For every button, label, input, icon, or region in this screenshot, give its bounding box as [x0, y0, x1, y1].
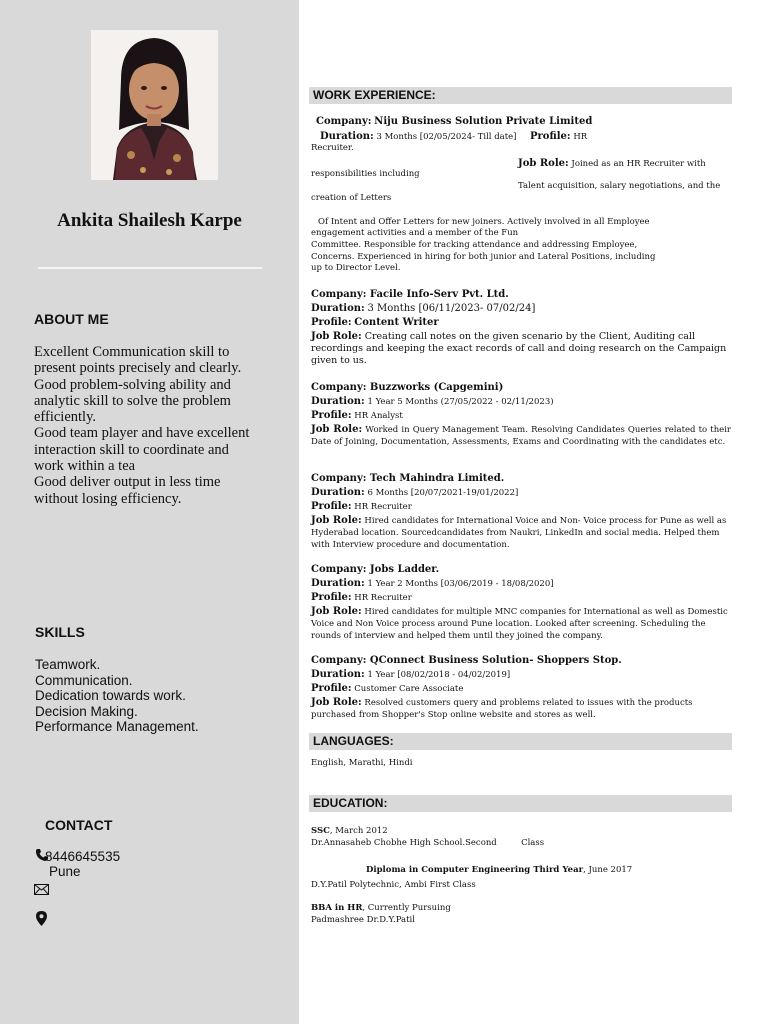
- company-name: Company: Facile Info-Serv Pvt. Ltd.: [311, 289, 509, 300]
- education-ssc: [311, 826, 544, 849]
- profile-label: Profile:: [311, 410, 352, 421]
- about-line: Good deliver output in less time: [34, 474, 221, 491]
- duration-value: 1 Year 5 Months (27/05/2022 - 02/11/2023): [367, 396, 554, 407]
- about-line: present points precisely and clearly.: [34, 360, 242, 377]
- about-heading: ABOUT ME: [34, 311, 109, 327]
- job-role-line: Talent acquisition, salary negotiations, and the: [518, 181, 721, 191]
- education-heading: EDUCATION:: [309, 795, 732, 812]
- duration-value: 1 Year 2 Months [03/06/2019 - 18/08/2020]: [367, 578, 554, 589]
- profile-label: Profile:: [311, 501, 352, 512]
- phone-number[interactable]: 8446645535: [45, 849, 121, 864]
- job-role-label: Job Role:: [518, 158, 569, 169]
- company-name: Company: QConnect Business Solution- Shoppers Stop.: [311, 655, 622, 666]
- job-role-text: Hired candidates for multiple MNC companies for International as well as Domestic Voice and Non Voice process around Pune location. Looked after screening. Scheduling the rounds of interview and helped them until they joined the company.: [311, 606, 728, 641]
- envelope-icon[interactable]: [34, 884, 49, 895]
- profile-value: HR: [573, 132, 588, 142]
- job-role-line: Committee. Responsible for tracking attendance and addressing Employee,: [311, 240, 638, 250]
- bba-school: Padmashree Dr.D.Y.Patil: [311, 914, 415, 925]
- skill-item: Communication.: [35, 672, 133, 688]
- company-name: Niju Business Solution Private Limited: [374, 116, 593, 127]
- location-pin-icon: [36, 911, 47, 926]
- about-line: without losing efficiency.: [34, 490, 182, 507]
- duration-value: 1 Year [08/02/2018 - 04/02/2019]: [367, 669, 511, 680]
- job-role-line: creation of Letters: [311, 193, 392, 203]
- candidate-name: Ankita Shailesh Karpe: [57, 210, 242, 231]
- ssc-school: Dr.Annasaheb Chobhe High School.Second: [311, 837, 497, 848]
- profile-label: Profile:: [311, 683, 352, 694]
- diploma-date: , June 2017: [583, 865, 633, 875]
- bba-title: BBA in HR: [311, 903, 363, 913]
- duration-value: 3 Months [02/05/2024- Till date]: [376, 132, 517, 142]
- job-role-label: Job Role:: [311, 605, 362, 617]
- about-line: work within a tea: [34, 458, 136, 475]
- about-line: Good team player and have excellent: [34, 425, 250, 442]
- company-name: Company: Jobs Ladder.: [311, 564, 440, 575]
- profile-label: Profile:: [311, 317, 352, 328]
- job-role-line: responsibilities including: [311, 169, 420, 179]
- company-name: Company: Tech Mahindra Limited.: [311, 473, 505, 484]
- duration-label: Duration:: [311, 577, 365, 589]
- contact-heading: CONTACT: [45, 817, 113, 833]
- company-name: Company: Buzzworks (Capgemini): [311, 382, 504, 393]
- skill-item: Teamwork.: [35, 657, 101, 672]
- duration-value: 3 Months [06/11/2023- 07/02/24]: [367, 302, 536, 314]
- languages-heading: LANGUAGES:: [309, 733, 732, 750]
- job-role-label: Job Role:: [311, 514, 362, 526]
- company-label: Company:: [316, 116, 372, 127]
- diploma-title: Diploma in Computer Engineering Third Year: [366, 865, 584, 875]
- profile-value: HR Recruiter: [354, 502, 412, 512]
- job-role-label: Job Role:: [311, 423, 363, 435]
- job-role-text: Resolved customers query and problems related to issues with the products purchased from Shopper's Stop online website and stores as well.: [311, 697, 693, 720]
- about-text: [34, 344, 274, 507]
- profile-value: HR Recruiter: [354, 593, 412, 603]
- skills-list: [35, 657, 199, 735]
- skill-item: Dedication towards work.: [35, 688, 186, 703]
- divider: [38, 267, 262, 269]
- work-experience-heading: WORK EXPERIENCE:: [309, 87, 732, 104]
- about-line: Good problem-solving ability and: [34, 376, 231, 393]
- education-bba: [311, 903, 451, 926]
- duration-label: Duration:: [311, 486, 365, 498]
- about-line: efficiently.: [34, 409, 97, 426]
- profile-photo: [91, 30, 218, 180]
- about-line: interaction skill to coordinate and: [34, 441, 229, 458]
- job-role-text: Hired candidates for International Voice and Non- Voice process for Pune as well as Hyderabad location. Sourcedcandidates from Naukri, LinkedIn and social media. Helped them with Interview procedure and documentation.: [311, 515, 727, 550]
- duration-label: Duration:: [320, 131, 374, 142]
- job-role-text: Worked in Query Management Team. Resolving Candidates Queries related to their Date of Joining, Documentation, Assessments, Exams and Coordinating with the candidates etc.: [311, 424, 731, 447]
- profile-value: Content Writer: [354, 317, 439, 328]
- job-role-text: Creating call notes on the given scenario by the Client, Auditing call recordings and keeping the exact records of call and doing research on the Campaign given to us.: [311, 330, 727, 366]
- about-line: Excellent Communication skill to: [34, 344, 230, 360]
- duration-label: Duration:: [311, 668, 365, 680]
- profile-value: HR Analyst: [354, 411, 403, 421]
- ssc-class: Class: [521, 837, 545, 848]
- contact-block: [34, 848, 121, 880]
- bba-date: , Currently Pursuing: [362, 903, 451, 913]
- job-entry-6: [311, 654, 731, 721]
- job-role-line: up to Director Level.: [311, 263, 401, 273]
- profile-value-cont: Recruiter.: [311, 143, 354, 153]
- profile-label: Profile:: [530, 131, 571, 142]
- job-entry-2: [311, 288, 731, 367]
- skill-item: Decision Making.: [35, 703, 138, 719]
- job-role-line: Concerns. Experienced in hiring for both junior and Lateral Positions, including: [311, 252, 656, 262]
- duration-label: Duration:: [311, 302, 365, 314]
- education-diploma: [366, 865, 632, 877]
- languages-list: English, Marathi, Hindi: [311, 758, 413, 768]
- duration-label: Duration:: [311, 395, 365, 407]
- job-entry-5: [311, 563, 731, 642]
- about-line: analytic skill to solve the problem: [34, 392, 231, 409]
- job-role-line: engagement activities and a member of the Fun: [311, 228, 519, 238]
- job-entry-3: [311, 381, 731, 448]
- job-role-line: Of Intent and Offer Letters for new joiners. Actively involved in all Employee: [318, 217, 650, 227]
- ssc-date: , March 2012: [329, 826, 388, 836]
- job-role-label: Job Role:: [311, 696, 362, 708]
- location-text: Pune: [49, 864, 81, 879]
- job-role-line: Joined as an HR Recruiter with: [571, 159, 706, 169]
- skills-heading: SKILLS: [35, 624, 85, 640]
- profile-value: Customer Care Associate: [354, 684, 464, 694]
- job-role-label: Job Role:: [311, 330, 362, 342]
- ssc-title: SSC: [311, 826, 330, 836]
- diploma-school: D.Y.Patil Polytechnic, Ambi First Class: [311, 880, 476, 890]
- job-entry-4: [311, 472, 731, 551]
- skill-item: Performance Management.: [35, 719, 199, 734]
- duration-value: 6 Months [20/07/2021-19/01/2022]: [367, 487, 519, 498]
- profile-label: Profile:: [311, 592, 352, 603]
